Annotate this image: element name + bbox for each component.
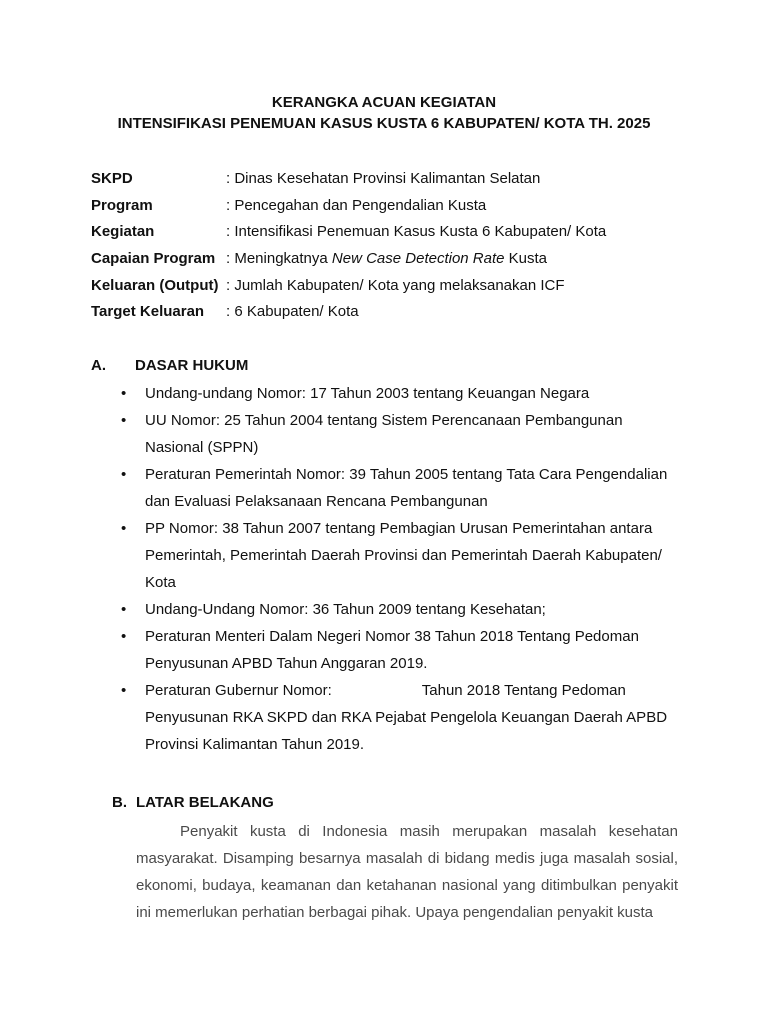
meta-value-skpd: : Dinas Kesehatan Provinsi Kalimantan Selatan <box>226 170 541 187</box>
capaian-suffix: Kusta <box>504 250 548 267</box>
document-title-line1: KERANGKA ACUAN KEGIATAN <box>271 94 497 111</box>
section-a-title: DASAR HUKUM <box>135 357 249 374</box>
list-item <box>0 677 685 758</box>
list-item: • UU Nomor: 25 Tahun 2004 tentang Sistem Perencanaan Pembangunan Nasional (SPPN) <box>0 407 685 461</box>
item7-part2: Tahun 2018 Tentang Pedoman Penyusunan RKA SKPD dan RKA Pejabat Pengelola Keuangan Daerah APBD Provinsi Kalimantan Tahun 2019. <box>145 682 668 753</box>
meta-row-keluaran <box>91 274 565 298</box>
legal-basis-list <box>0 380 768 758</box>
meta-value-target: : 6 Kabupaten/ Kota <box>226 303 359 320</box>
list-item: • PP Nomor: 38 Tahun 2007 tentang Pembagian Urusan Pemerintahan antara Pemerintah, Pemerintah Daerah Provinsi dan Pemerintah Daerah Kabupaten/ Kota <box>0 515 685 596</box>
section-b-heading <box>112 793 274 813</box>
capaian-italic: New Case Detection Rate <box>331 250 505 267</box>
list-item: • Undang-Undang Nomor: 36 Tahun 2009 tentang Kesehatan; <box>0 596 685 623</box>
section-b-letter: B. <box>112 794 127 811</box>
background-paragraph: Penyakit kusta di Indonesia masih merupakan masalah kesehatan masyarakat. Disamping besarnya masalah di bidang medis juga masalah sosial, ekonomi, budaya, keamanan dan ketahanan nasional yang ditimbulkan penyakit ini memerlukan perhatian berbagai pihak. Upaya pengendalian penyakit kusta <box>136 823 678 921</box>
list-item: • Peraturan Menteri Dalam Negeri Nomor 38 Tahun 2018 Tentang Pedoman Penyusunan APBD Tahun Anggaran 2019. <box>0 623 685 677</box>
list-item: • Undang-undang Nomor: 17 Tahun 2003 tentang Keuangan Negara <box>0 380 685 407</box>
meta-label-program: Program <box>91 197 153 214</box>
meta-value-keluaran: : Jumlah Kabupaten/ Kota yang melaksanakan ICF <box>226 277 565 294</box>
meta-label-keluaran: Keluaran (Output) <box>91 277 219 294</box>
meta-value-program: : Pencegahan dan Pengendalian Kusta <box>226 197 487 214</box>
meta-label-target: Target Keluaran <box>91 303 205 320</box>
document-title-line2: INTENSIFIKASI PENEMUAN KASUS KUSTA 6 KABUPATEN/ KOTA TH. 2025 <box>117 115 651 132</box>
meta-row-program <box>91 194 486 218</box>
section-b-title: LATAR BELAKANG <box>136 794 274 811</box>
meta-row-skpd <box>91 167 540 191</box>
section-a-heading <box>91 356 248 376</box>
section-a-letter: A. <box>91 357 106 374</box>
meta-label-kegiatan: Kegiatan <box>91 223 155 240</box>
list-item: • Peraturan Pemerintah Nomor: 39 Tahun 2005 tentang Tata Cara Pengendalian dan Evaluasi Pelaksanaan Rencana Pembangunan <box>0 461 685 515</box>
meta-row-capaian <box>91 247 547 271</box>
meta-value-capaian <box>226 247 547 271</box>
meta-label-skpd: SKPD <box>91 170 133 187</box>
item7-part1: Peraturan Gubernur Nomor: <box>145 682 332 699</box>
meta-row-kegiatan <box>91 220 606 244</box>
capaian-prefix: : Meningkatnya <box>226 250 332 267</box>
meta-row-target <box>91 300 359 324</box>
meta-label-capaian: Capaian Program <box>91 250 216 267</box>
meta-value-kegiatan: : Intensifikasi Penemuan Kasus Kusta 6 Kabupaten/ Kota <box>226 223 607 240</box>
